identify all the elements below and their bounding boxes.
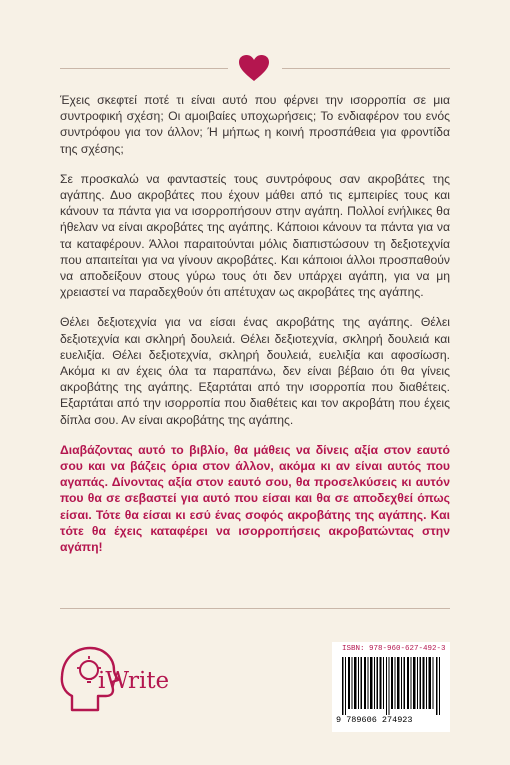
blurb <box>60 92 450 569</box>
heart-icon <box>238 54 270 82</box>
top-divider-left <box>60 68 228 69</box>
blurb-paragraph-2: Σε προσκαλώ να φανταστείς τους συντρόφους σαν ακροβάτες της αγάπης. Δυο ακροβάτες που έχουν μάθει από τις εμπειρίες τους και κάνουν τα πάντα για να ισορροπήσουν στην αγάπη. Πολλοί ενήλικες θα ήθελαν να είναι ακροβάτες της αγάπης. Κάποιοι κάνουν τα πάντα για να τα καταφέρουν. Άλλοι παραιτούνται μόλις διαπιστώσουν τη δεξιοτεχνία που απαιτείται για να γίνουν ακροβάτες. Και κάποιοι άλλοι προσπαθούν να αποδείξουν στους γύρω τους ότι δεν υπάρχει αγάπη, για να μη χρειαστεί να παραδεχθούν ότι απέτυχαν ως ακροβάτες της αγάπης. <box>60 171 450 300</box>
barcode-icon <box>340 657 442 715</box>
bottom-divider <box>60 608 450 609</box>
blurb-paragraph-1: Έχεις σκεφτεί ποτέ τι είναι αυτό που φέρνει την ισορροπία σε μια συντροφική σχέση; Οι αμοιβαίες υποχωρήσεις; Το ενδιαφέρον του ενός συντρόφου για τον άλλον; Ή μήπως η κοινή προσπάθεια για φροντίδα της σχέσης; <box>60 93 450 156</box>
publisher-name: iWrite <box>98 668 170 694</box>
barcode-number: 9 789606 274923 <box>336 715 413 725</box>
top-divider-right <box>282 68 450 69</box>
isbn-barcode-block <box>332 642 450 732</box>
isbn-label: ISBN: 978-960-627-492-3 <box>342 645 446 653</box>
blurb-highlight-paragraph: Διαβάζοντας αυτό το βιβλίο, θα μάθεις να δίνεις αξία στον εαυτό σου και να βάζεις όρια στον άλλον, ακόμα κι αν είναι αυτός που αγαπάς. Δίνοντας αξία στον εαυτό σου, θα προσελκύσεις κι αυτόν που θα σε σεβαστεί για αυτό που είσαι και θα σε αποδεχθεί όπως είσαι. Τότε θα είσαι κι εσύ ένας σοφός ακροβάτης της αγάπης. Και τότε θα έχεις καταφέρει να ισορροπήσεις ακροβατώντας στην αγάπη! <box>60 442 450 555</box>
blurb-paragraph-3: Θέλει δεξιοτεχνία για να είσαι ένας ακροβάτης της αγάπης. Θέλει δεξιοτεχνία και σκληρή δουλειά. Θέλει δεξιοτεχνία, σκληρή δουλειά και ευελιξία. Θέλει δεξιοτεχνία, σκληρή δουλειά, ευελιξία και αφοσίωση. Ακόμα κι αν έχεις όλα τα παραπάνω, δεν είναι βέβαιο ότι θα γίνεις ακροβάτης της αγάπης. Εξαρτάται από την ισορροπία που διαθέτεις. Εξαρτάται από την ισορροπία που διαθέτεις και τον ακροβάτη που έχεις δίπλα σου. Αν είναι ακροβάτης της αγάπης. <box>60 315 450 427</box>
